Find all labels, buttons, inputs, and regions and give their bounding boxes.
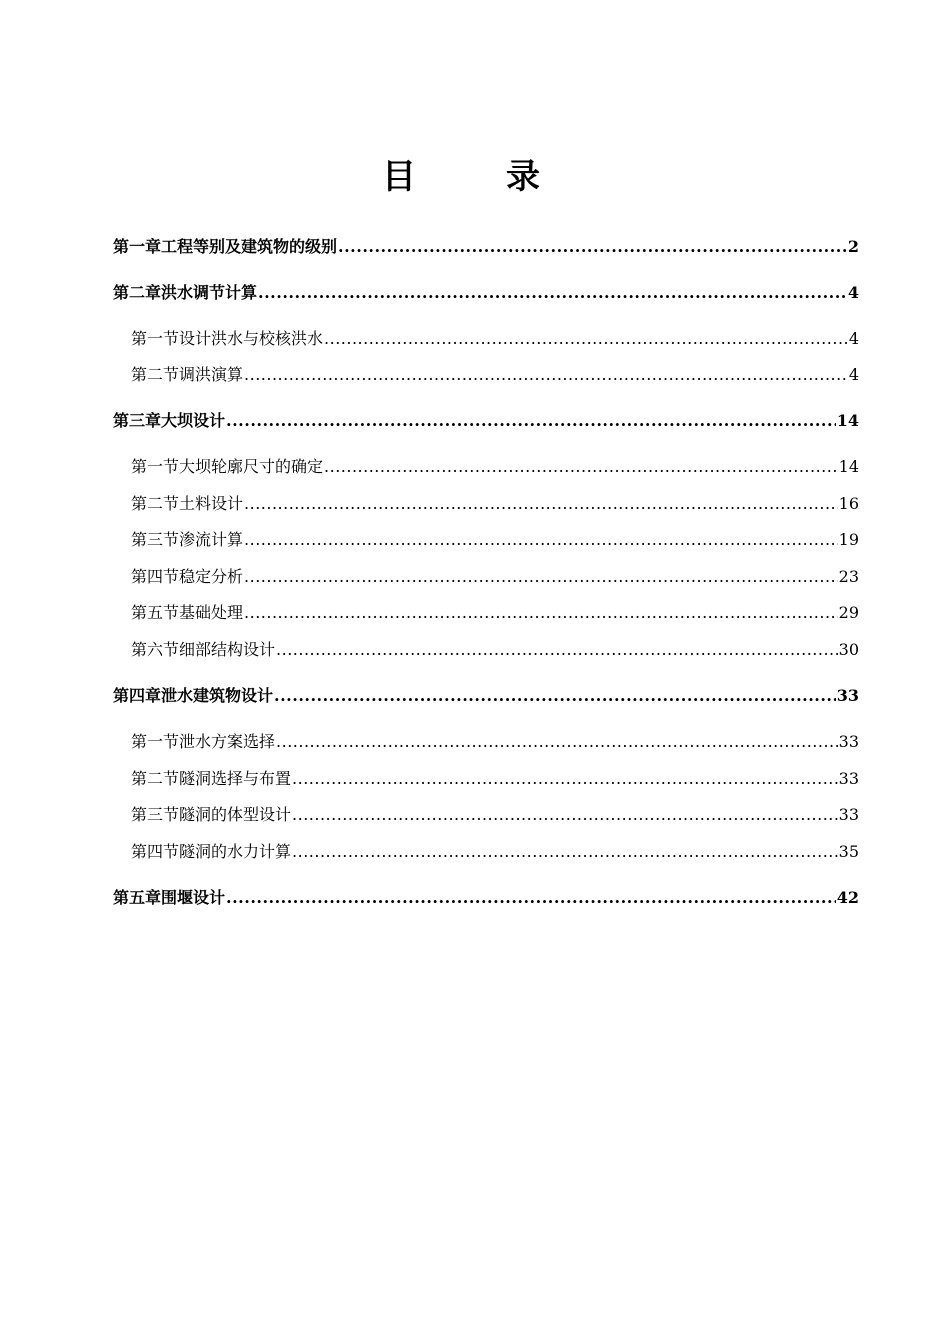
toc-entry-number: 第一节 — [131, 457, 180, 476]
toc-dot-leader — [276, 731, 838, 753]
toc-section-4-4[interactable] — [113, 841, 859, 863]
toc-page-number: 42 — [836, 888, 859, 907]
toc-page-number: 19 — [838, 530, 859, 549]
toc-page-number: 23 — [838, 567, 859, 586]
toc-dot-leader — [244, 364, 848, 386]
toc-page-number: 33 — [838, 769, 859, 788]
toc-section-3-3[interactable] — [113, 529, 859, 551]
toc-dot-leader — [226, 887, 836, 909]
toc-entry-number: 第三章 — [113, 411, 162, 430]
toc-section-4-2[interactable] — [113, 768, 859, 790]
toc-entry-number: 第一节 — [131, 329, 180, 348]
toc-entry-title: 设计洪水与校核洪水 — [179, 329, 324, 348]
toc-dot-leader — [244, 529, 838, 551]
toc-dot-leader — [292, 804, 838, 826]
toc-dot-leader — [292, 768, 838, 790]
toc-entry-number: 第五节 — [131, 603, 180, 622]
toc-page-number: 29 — [838, 603, 859, 622]
toc-entry-title: 基础处理 — [179, 603, 244, 622]
toc-entry-number: 第六节 — [131, 640, 180, 659]
toc-entry-title: 泄水方案选择 — [179, 732, 276, 751]
toc-chapter-3[interactable] — [113, 410, 859, 432]
toc-entry-title: 大坝轮廓尺寸的确定 — [179, 457, 324, 476]
toc-entry-number: 第四节 — [131, 842, 180, 861]
toc-entry-title: 稳定分析 — [179, 567, 244, 586]
toc-dot-leader — [226, 410, 836, 432]
toc-entry-number: 第一章 — [113, 237, 162, 256]
toc-page-number: 4 — [848, 365, 859, 384]
toc-entry-number: 第一节 — [131, 732, 180, 751]
toc-entry-title: 工程等别及建筑物的级别 — [161, 237, 338, 256]
toc-entry-title: 泄水建筑物设计 — [161, 686, 274, 705]
toc-dot-leader — [324, 328, 848, 350]
toc-dot-leader — [274, 685, 836, 707]
toc-page-number: 4 — [847, 283, 859, 302]
toc-page-number: 33 — [838, 732, 859, 751]
toc-section-3-1[interactable] — [113, 456, 859, 478]
toc-page-number: 14 — [836, 411, 859, 430]
toc-entry-title: 土料设计 — [179, 494, 244, 513]
toc-dot-leader — [244, 566, 838, 588]
toc-page-number: 35 — [838, 842, 859, 861]
toc-entry-number: 第五章 — [113, 888, 162, 907]
toc-entry-title: 隧洞的体型设计 — [179, 805, 292, 824]
toc-chapter-4[interactable] — [113, 685, 859, 707]
toc-entry-title: 渗流计算 — [179, 530, 244, 549]
toc-entry-number: 第二节 — [131, 365, 180, 384]
toc-section-4-1[interactable] — [113, 731, 859, 753]
toc-entry-title: 细部结构设计 — [179, 640, 276, 659]
toc-entry-title: 洪水调节计算 — [161, 283, 258, 302]
toc-dot-leader — [244, 602, 838, 624]
toc-entry-number: 第四节 — [131, 567, 180, 586]
toc-page-number: 30 — [838, 640, 859, 659]
toc-entry-title: 大坝设计 — [161, 411, 226, 430]
toc-entry-title: 围堰设计 — [161, 888, 226, 907]
toc-dot-leader — [338, 236, 847, 258]
toc-page-number: 33 — [836, 686, 859, 705]
toc-dot-leader — [276, 639, 838, 661]
toc-entry-number: 第三节 — [131, 805, 180, 824]
toc-section-2-1[interactable] — [113, 328, 859, 350]
toc-dot-leader — [292, 841, 838, 863]
toc-entry-number: 第二章 — [113, 283, 162, 302]
toc-chapter-2[interactable] — [113, 282, 859, 304]
toc-section-3-2[interactable] — [113, 493, 859, 515]
toc-entry-number: 第二节 — [131, 769, 180, 788]
toc-entry-title: 隧洞选择与布置 — [179, 769, 292, 788]
toc-section-3-4[interactable] — [113, 566, 859, 588]
toc-entry-title: 隧洞的水力计算 — [179, 842, 292, 861]
toc-page-number: 33 — [838, 805, 859, 824]
toc-page-number: 16 — [838, 494, 859, 513]
toc-dot-leader — [244, 493, 838, 515]
toc-page-number: 2 — [847, 237, 859, 256]
toc-section-3-5[interactable] — [113, 602, 859, 624]
toc-chapter-5[interactable] — [113, 887, 859, 909]
toc-section-3-6[interactable] — [113, 639, 859, 661]
toc-entry-number: 第二节 — [131, 494, 180, 513]
page-title: 目 录 — [382, 157, 568, 197]
toc-page-number: 4 — [848, 329, 859, 348]
toc-entry-number: 第四章 — [113, 686, 162, 705]
toc-dot-leader — [324, 456, 838, 478]
toc-chapter-1[interactable] — [113, 236, 859, 258]
toc-section-2-2[interactable] — [113, 364, 859, 386]
toc-section-4-3[interactable] — [113, 804, 859, 826]
toc-dot-leader — [258, 282, 847, 304]
toc-page-number: 14 — [838, 457, 859, 476]
toc-entry-number: 第三节 — [131, 530, 180, 549]
toc-entry-title: 调洪演算 — [179, 365, 244, 384]
